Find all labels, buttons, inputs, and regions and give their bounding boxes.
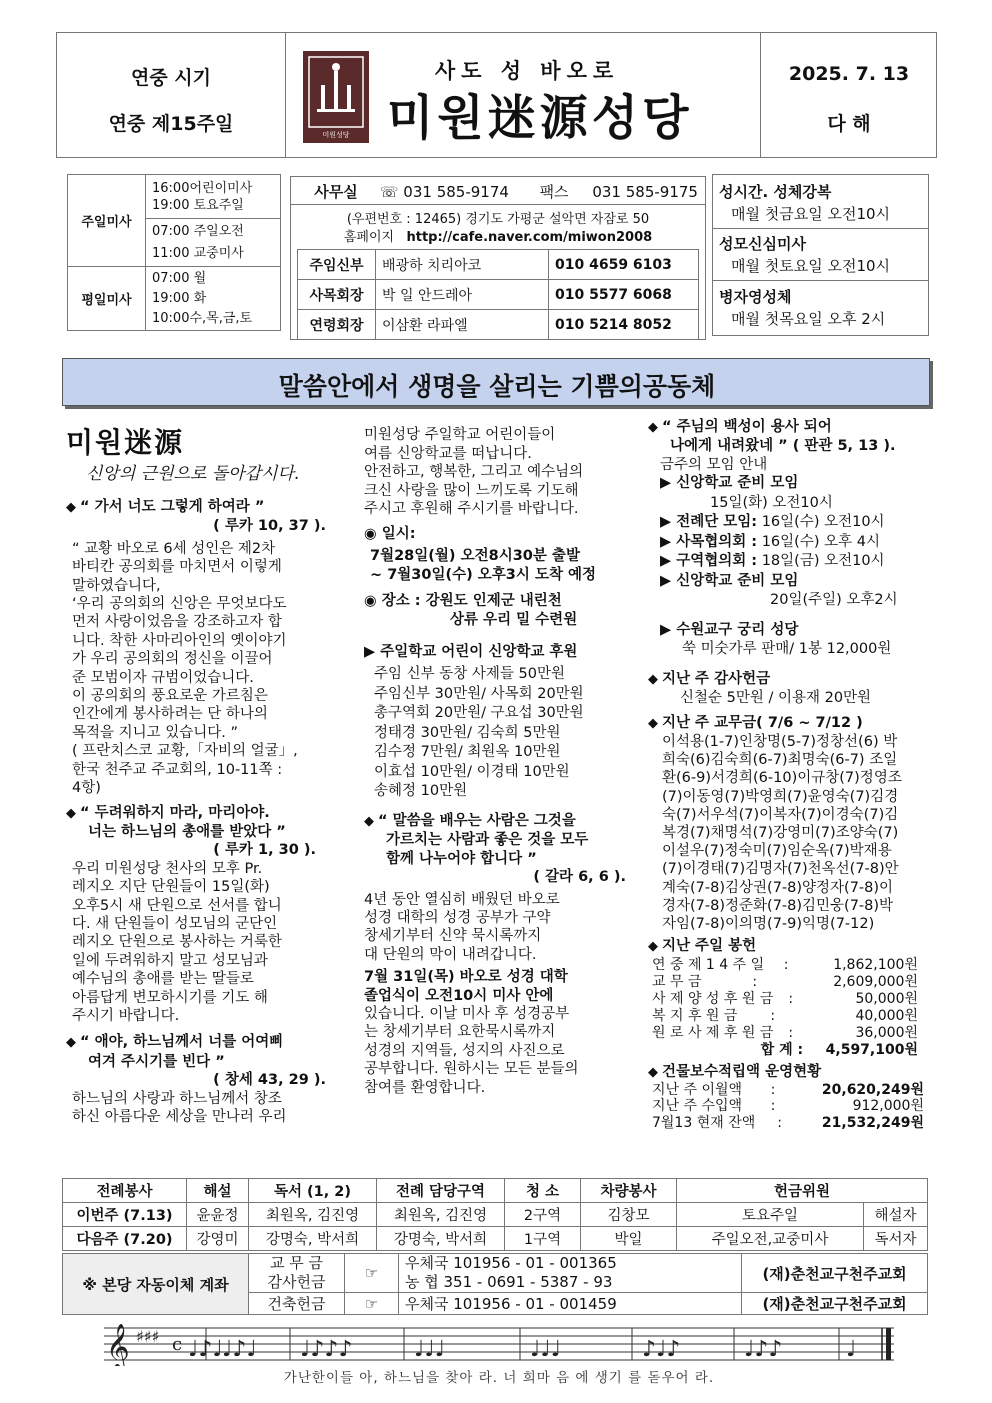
- offering-label: 사 제 양 성 후 원 금: [652, 990, 774, 1007]
- section-body: [364, 891, 640, 1097]
- scripture-ref: ( 갈라 6, 6 ).: [533, 869, 626, 886]
- header: [56, 32, 937, 158]
- diamond-bullet-icon: ◆: [648, 715, 658, 731]
- support-line: 주임 신부 동창 사제들 50만원: [374, 666, 565, 683]
- music-lyrics: 가난한이들 아, 하느님을 찾아 라. 너 희마 음 에 생기 를 돋우어 라.: [283, 1370, 715, 1386]
- body-line: 먼저 사랑이었음을 강조하고자 합: [72, 614, 282, 631]
- body-line: 주시기 바랍니다.: [72, 1007, 180, 1024]
- column1-title: 미원迷源: [66, 426, 185, 459]
- schedule-detail: 매월 첫목요일 오후 2시: [731, 310, 886, 328]
- motto-banner: [62, 358, 930, 406]
- meeting-name: 전례단 모임:: [676, 514, 758, 531]
- column1-subtitle: 신앙의 근원으로 돌아갑시다.: [86, 464, 300, 484]
- body-line: 가 우리 공의회의 정신을 이끌어: [72, 651, 273, 668]
- body-line: 예수님의 총애를 받는 딸들로: [72, 971, 254, 988]
- intro-text: [364, 426, 640, 519]
- section-title: 건물보수적립액 운영현황: [662, 1063, 822, 1080]
- body-line: 는 창세기부터 요한묵시록까지: [364, 1024, 556, 1041]
- contact-name: 박 일 안드레아: [376, 280, 549, 310]
- contact-phone: 010 5577 6068: [549, 280, 699, 310]
- section-title: 지난 주 감사헌금: [662, 670, 771, 687]
- contact-row: [298, 310, 699, 340]
- body-line: 크신 사랑을 많이 느끼도록 기도해: [364, 482, 579, 499]
- roster-cell: 주일오전,교중미사: [677, 1227, 864, 1251]
- body-line: 성경의 지역들, 성지의 사진으로: [364, 1042, 565, 1059]
- svg-text:𝄞: 𝄞: [106, 1324, 130, 1366]
- diamond-bullet-icon: ◆: [648, 1064, 658, 1080]
- dues-line: 계숙(7-8)김상권(7-8)양정자(7-8)이: [662, 879, 894, 896]
- dues-line: 경자(7-8)정준화(7-8)김민웅(7-8)박: [662, 897, 894, 914]
- body-line: 목적을 지니고 있습니다. ”: [72, 724, 239, 741]
- mass-time: 07:00 주일오전: [152, 223, 244, 239]
- section-title: “ 말씀을 배우는 사람은 그것을: [378, 812, 576, 829]
- offering-amount: 1,862,100원: [833, 956, 918, 973]
- roster-header: 헌금위원: [677, 1179, 928, 1203]
- body-line: 주시고 후원해 주시기를 바랍니다.: [364, 501, 579, 518]
- date-label: ◉ 일시:: [364, 525, 416, 542]
- address: (우편번호 : 12465) 경기도 가평군 설악면 자잠로 50: [346, 212, 650, 227]
- dues-line: 숙(7)서우석(7)이복자(7)이경숙(7)김: [662, 806, 899, 823]
- meeting-time: 15일(화) 오전10시: [710, 494, 833, 511]
- dues-line: 복경(7)채명석(7)강영미(7)조양숙(7): [662, 824, 899, 841]
- bank-accounts-table: [62, 1253, 928, 1315]
- body-line: 성경 대학의 성경 공부가 구약: [364, 909, 551, 926]
- roster-cell: 1구역: [505, 1227, 581, 1251]
- church-logo: [303, 51, 369, 143]
- body-line: “ 교황 바오로 6세 성인은 제2차: [72, 540, 276, 557]
- mass-time: 19:00 화: [152, 290, 207, 306]
- fund-amount: 912,000원: [852, 1098, 924, 1115]
- offering-amount: 50,000원: [855, 990, 918, 1007]
- body-line: ( 프란치스코 교황,「자비의 얼굴」,: [72, 743, 298, 760]
- roster-header: 청 소: [505, 1179, 581, 1203]
- patron-saint: 사도 성 바오로: [434, 59, 620, 83]
- roster-week: 다음주 (7.20): [63, 1227, 187, 1251]
- column-2: [364, 426, 640, 1097]
- section-title: “ 주님의 백성이 용사 되어: [662, 419, 832, 435]
- body-line: 준 모범이자 규범이었습니다.: [72, 669, 254, 686]
- body-line: 일에 두려워하지 말고 성모님과: [72, 952, 268, 969]
- place-line: 강원도 인제군 내린천: [425, 593, 562, 610]
- account-number: 우체국 101956 - 01 - 001459: [399, 1293, 742, 1315]
- body-line: 아름답게 변모하시기를 기도 해: [72, 989, 268, 1006]
- column-3: [648, 418, 938, 1131]
- account-number: 우체국 101956 - 01 - 001365: [405, 1254, 617, 1272]
- account-holder: (재)춘천교구천주교회: [742, 1293, 928, 1315]
- office-phone: ☏ 031 585-9174: [379, 183, 509, 201]
- roster-header: 차량봉사: [581, 1179, 677, 1203]
- liturgical-week: 연중 제15주일: [108, 113, 234, 135]
- body-line: 말하였습니다,: [72, 577, 161, 594]
- suwon-detail: 쑥 미숫가루 판매/ 1봉 12,000원: [682, 641, 892, 658]
- body-line: 있습니다. 이날 미사 후 성경공부: [364, 1005, 570, 1022]
- place-line: 상류 우리 밀 수련원: [450, 611, 578, 628]
- schedule-detail: 매월 첫금요일 오전10시: [731, 205, 891, 223]
- account-holder: (재)춘천교구천주교회: [742, 1254, 928, 1293]
- dues-line: 이석용(1-7)인창명(5-7)정창선(6) 박: [662, 733, 898, 750]
- support-line: 정태경 30만원/ 김숙희 5만원: [374, 724, 561, 741]
- body-line: 니다. 착한 사마리아인의 옛이야기: [72, 632, 287, 649]
- mass-time: 11:00 교중미사: [152, 245, 244, 261]
- contact-phone: 010 4659 6103: [549, 250, 699, 280]
- dues-line: 이설우(7)정숙미(7)임순옥(7)박재용: [662, 843, 892, 860]
- dues-line: (7)이동영(7)박영희(7)윤영숙(7)김경: [662, 788, 899, 805]
- meeting-name: 신앙학교 준비 모임: [676, 475, 799, 492]
- support-line: 이효섭 10만원/ 이경태 10만원: [374, 763, 570, 780]
- notice-subtitle: 금주의 모임 안내: [660, 456, 768, 473]
- svg-text:♩♪♪: ♩♪♪: [744, 1337, 783, 1362]
- body-line: 참여를 환영합니다.: [364, 1079, 486, 1096]
- roster-header: 전례 담당구역: [377, 1179, 505, 1203]
- section-title: “ 가서 너도 그렇게 하여라 ”: [80, 499, 265, 515]
- diamond-bullet-icon: ◆: [66, 500, 76, 515]
- svg-text:♩♩♩: ♩♩♩: [414, 1337, 446, 1362]
- dues-list: [648, 733, 938, 933]
- schedule-detail: 매월 첫토요일 오전10시: [731, 257, 891, 275]
- support-line: 송혜정 10만원: [374, 783, 468, 800]
- roster-header-row: [63, 1179, 928, 1203]
- diamond-bullet-icon: ◆: [648, 420, 658, 435]
- body-line: 하신 아름다운 세상을 만나러 우리: [72, 1109, 287, 1125]
- contact-phone: 010 5214 8052: [549, 310, 699, 340]
- svg-text:♩♩♩: ♩♩♩: [530, 1337, 562, 1362]
- triangle-bullet-icon: ▶: [660, 621, 677, 638]
- meeting-name: 사목협의회 :: [676, 533, 758, 550]
- dues-line: 희숙(6)김숙희(6-7)최명숙(6-7) 조일: [662, 752, 898, 769]
- account-item: 교 무 금: [269, 1254, 323, 1272]
- contact-role: 주임신부: [298, 250, 376, 280]
- triangle-bullet-icon: ▶: [660, 533, 677, 550]
- triangle-bullet-icon: ▶: [660, 475, 677, 492]
- section-title: “ 애야, 하느님께서 너를 어여삐: [80, 1034, 284, 1051]
- fax-label: 팩스: [539, 183, 569, 201]
- thanks-detail: 신철순 5만원 / 이용재 20만원: [680, 690, 872, 707]
- body-line: 우리 미원성당 천사의 모후 Pr.: [72, 860, 263, 877]
- section-body: [66, 860, 346, 1026]
- year-cycle: 다 해: [827, 113, 871, 135]
- offering-label: 교 무 금: [652, 973, 702, 990]
- schedule-title: 성모신심미사: [719, 235, 806, 253]
- date-line: ~ 7월30일(수) 오후3시 도착 예정: [370, 566, 597, 583]
- body-line: 레지오 지단 단원들이 15일(화): [72, 879, 270, 896]
- office-label: 사무실: [314, 183, 358, 201]
- schedule-title: 성시간. 성체강복: [719, 183, 832, 201]
- account-row: [63, 1254, 928, 1293]
- homepage-link[interactable]: http://cafe.naver.com/miwon2008: [406, 230, 653, 245]
- body-line: 7월 31일(목) 바오로 성경 대학: [364, 969, 568, 986]
- contact-name: 배광하 치리아코: [376, 250, 549, 280]
- roster-cell: 윤윤정: [187, 1203, 249, 1227]
- roster-header: 해설: [187, 1179, 249, 1203]
- mass-time: 10:00수,목,금,토: [152, 310, 253, 326]
- mass-time: 16:00어린이미사: [152, 180, 253, 196]
- roster-side: 독서자: [864, 1227, 928, 1251]
- monthly-schedule: [712, 174, 929, 336]
- support-line: 주임신부 30만원/ 사목회 20만원: [374, 685, 584, 702]
- suwon-title: 수원교구 궁리 성당: [676, 621, 799, 638]
- account-item: 감사헌금: [267, 1273, 326, 1291]
- meeting-name: 구역협의회 :: [676, 553, 758, 570]
- mass-time: 19:00 토요주일: [152, 197, 244, 213]
- account-item: 건축헌금: [249, 1293, 345, 1315]
- motto-text: 말씀안에서 생명을 살리는 기쁨의공동체: [278, 372, 716, 401]
- svg-text:♩♪♩: ♩♪♩: [188, 1337, 223, 1362]
- meeting-time: 16일(수) 오후 4시: [761, 533, 880, 550]
- section-title: 나에게 내려왔네 ” ( 판관 5, 13 ).: [670, 438, 896, 455]
- body-line: 이 공의회의 풍요로운 가르침은: [72, 688, 268, 705]
- svg-text:♩: ♩: [846, 1337, 857, 1362]
- svg-text:♪♩♪: ♪♩♪: [642, 1337, 681, 1362]
- roster-row: [63, 1227, 928, 1251]
- svg-text:♩♪♩: ♩♪♩: [222, 1337, 257, 1362]
- logo-caption: 미원성당: [322, 131, 350, 139]
- bulletin-date: 2025. 7. 13: [788, 63, 910, 85]
- roster-header: 독서 (1, 2): [249, 1179, 377, 1203]
- weekday-mass-label: 평일미사: [68, 267, 146, 331]
- roster-cell: 박일: [581, 1227, 677, 1251]
- section-title: 지난 주일 봉헌: [662, 938, 757, 955]
- meeting-time: 20일(주일) 오후2시: [770, 592, 898, 609]
- section-body: [66, 540, 346, 798]
- svg-text:♩♪♪♪: ♩♪♪♪: [300, 1337, 353, 1362]
- phone-pointer-icon: ☞: [345, 1293, 399, 1315]
- body-line: 졸업식이 오전10시 미사 안에: [364, 987, 554, 1004]
- mass-time: 07:00 월: [152, 270, 207, 286]
- roster-cell: 2구역: [505, 1203, 581, 1227]
- body-line: 공부합니다. 원하시는 모든 분들의: [364, 1061, 579, 1078]
- body-line: 한국 천주교 주교회의, 10-11쪽 :: [72, 761, 283, 778]
- roster-cell: 김창모: [581, 1203, 677, 1227]
- total-amount: 4,597,100원: [825, 1041, 918, 1058]
- body-line: 4항): [72, 780, 101, 797]
- mass-times-table: [67, 174, 281, 331]
- offering-amount: 40,000원: [855, 1007, 918, 1024]
- body-line: 여름 신앙학교를 떠납니다.: [364, 445, 532, 462]
- section-body: [66, 1090, 346, 1127]
- service-roster-table: [62, 1178, 928, 1251]
- fund-label: 7월13 현재 잔액: [652, 1114, 756, 1131]
- homepage-label: 홈페이지: [343, 230, 395, 245]
- svg-text:c: c: [172, 1334, 183, 1355]
- account-number: 농 협 351 - 0691 - 5387 - 93: [405, 1273, 613, 1291]
- diamond-bullet-icon: ◆: [66, 1035, 76, 1051]
- contact-row: [298, 280, 699, 310]
- body-line: 안전하고, 행복한, 그리고 예수님의: [364, 464, 584, 481]
- phone-pointer-icon: ☞: [345, 1254, 399, 1293]
- triangle-bullet-icon: ▶: [660, 514, 677, 531]
- contact-role: 사목회장: [298, 280, 376, 310]
- dues-line: 자임(7-8)이의명(7-9)익명(7-12): [662, 915, 875, 932]
- scripture-ref: ( 루카 1, 30 ).: [213, 842, 316, 859]
- body-line: 하느님의 사랑과 하느님께서 창조: [72, 1090, 282, 1107]
- body-line: 4년 동안 열심히 배웠던 바오로: [364, 891, 560, 908]
- body-line: 레지오 단원으로 봉사하는 거룩한: [72, 934, 282, 951]
- music-staff: [104, 1318, 894, 1366]
- scripture-ref: ( 루카 10, 37 ).: [213, 518, 326, 535]
- date-line: 7월28일(월) 오전8시30분 출발: [370, 548, 580, 565]
- roster-cell: 토요주일: [677, 1203, 864, 1227]
- meeting-name: 신앙학교 준비 모임: [676, 572, 799, 589]
- body-line: 오후5시 새 단원으로 선서를 합니: [72, 897, 282, 914]
- svg-text:♯♯♯: ♯♯♯: [136, 1327, 160, 1346]
- body-line: 대 단원의 막이 내려갑니다.: [364, 946, 537, 963]
- offering-label: 원 로 사 제 후 원 금: [652, 1024, 774, 1041]
- triangle-bullet-icon: ▶: [660, 553, 677, 570]
- meeting-time: 16일(수) 오전10시: [761, 514, 885, 531]
- section-title: 함께 나누어야 합니다 ”: [386, 850, 537, 867]
- meeting-list: [648, 474, 938, 660]
- fund-list: 지난 주 이월액 : 20,620,249원 지난 주 수입액 : 912,000원 7월13 현재 잔액 : 21,532,249원: [652, 1081, 924, 1131]
- accounts-label: ※ 본당 자동이체 계좌: [63, 1254, 249, 1315]
- offering-list: 연 중 제 1 4 주 일 : 1,862,100원 교 무 금 : 2,609,000원 사 제 양 성 후 원 금 : 50,000원 복 지 후 원 금 : 40,000원 원 로 사 제 후 원 금 : 36,000원 합 계 : 4,597,100원: [652, 956, 918, 1058]
- fund-label: 지난 주 수입액: [652, 1098, 743, 1115]
- support-list: [364, 665, 640, 802]
- diamond-bullet-icon: ◆: [364, 813, 374, 829]
- roster-cell: 강영미: [187, 1227, 249, 1251]
- scripture-ref: ( 창세 43, 29 ).: [213, 1072, 326, 1089]
- body-line: 창세기부터 신약 묵시록까지: [364, 928, 542, 945]
- support-line: 총구역회 20만원/ 구요섭 30만원: [374, 705, 584, 722]
- section-title: “ 두려워하지 마라, 마리아야.: [80, 804, 270, 821]
- contact-box: [290, 176, 706, 340]
- support-line: 김수정 7만원/ 최원옥 10만원: [374, 744, 561, 761]
- body-line: 바티칸 공의회를 마치면서 이렇게: [72, 559, 282, 576]
- support-title: ▶ 주일학교 어린이 신앙학교 후원: [364, 644, 578, 660]
- roster-row: [63, 1203, 928, 1227]
- roster-week: 이번주 (7.13): [63, 1203, 187, 1227]
- triangle-bullet-icon: ▶: [660, 572, 677, 589]
- section-title: 가르치는 사람과 좋은 것을 모두: [386, 832, 589, 849]
- total-label: 합 계 :: [760, 1041, 804, 1058]
- place-label: ◉ 장소 :: [364, 593, 421, 610]
- contact-row: [298, 250, 699, 280]
- dues-line: 환(6-9)서경희(6-10)이규창(7)정영조: [662, 770, 902, 787]
- roster-cell: 강명숙, 박서희: [249, 1227, 377, 1251]
- fund-amount: 20,620,249원: [821, 1081, 924, 1098]
- schedule-title: 병자영성체: [719, 288, 792, 306]
- section-title: 여겨 주시기를 빈다 ”: [88, 1053, 225, 1070]
- diamond-bullet-icon: ◆: [648, 939, 658, 955]
- diamond-bullet-icon: ◆: [648, 671, 658, 687]
- fund-amount: 21,532,249원: [821, 1114, 924, 1131]
- roster-cell: 최원옥, 김진영: [249, 1203, 377, 1227]
- body-line: ‘우리 공의회의 신앙은 무엇보다도: [72, 596, 287, 613]
- contact-name: 이삼환 라파엘: [376, 310, 549, 340]
- roster-side: 해설자: [864, 1203, 928, 1227]
- diamond-bullet-icon: ◆: [66, 805, 76, 821]
- offering-amount: 2,609,000원: [833, 973, 918, 990]
- church-name: 미원迷源성당: [387, 90, 693, 146]
- fund-label: 지난 주 이월액: [652, 1081, 743, 1098]
- meeting-time: 18일(금) 오전10시: [761, 553, 885, 570]
- offering-label: 복 지 후 원 금: [652, 1007, 738, 1024]
- roster-cell: 최원옥, 김진영: [377, 1203, 505, 1227]
- fax-number: 031 585-9175: [592, 183, 698, 201]
- contact-role: 연령회장: [298, 310, 376, 340]
- section-title: 지난 주 교무금( 7/6 ~ 7/12 ): [662, 714, 863, 731]
- roster-header: 전례봉사: [63, 1179, 187, 1203]
- offering-label: 연 중 제 1 4 주 일: [652, 956, 765, 973]
- body-line: 미원성당 주일학교 어린이들이: [364, 427, 556, 443]
- offering-amount: 36,000원: [855, 1024, 918, 1041]
- body-line: 인간에게 봉사하려는 단 하나의: [72, 706, 268, 723]
- body-line: 다. 새 단원들이 성모님의 군단인: [72, 915, 278, 932]
- section-title: 너는 하느님의 총애를 받았다 ”: [88, 823, 286, 840]
- column-1: [66, 426, 346, 1126]
- sunday-mass-label: 주일미사: [68, 175, 146, 267]
- liturgical-season: 연중 시기: [130, 67, 212, 89]
- dues-line: (7)이경태(7)김명자(7)천옥선(7-8)안: [662, 861, 899, 878]
- music-notation-icon: [104, 1318, 894, 1366]
- roster-cell: 강명숙, 박서희: [377, 1227, 505, 1251]
